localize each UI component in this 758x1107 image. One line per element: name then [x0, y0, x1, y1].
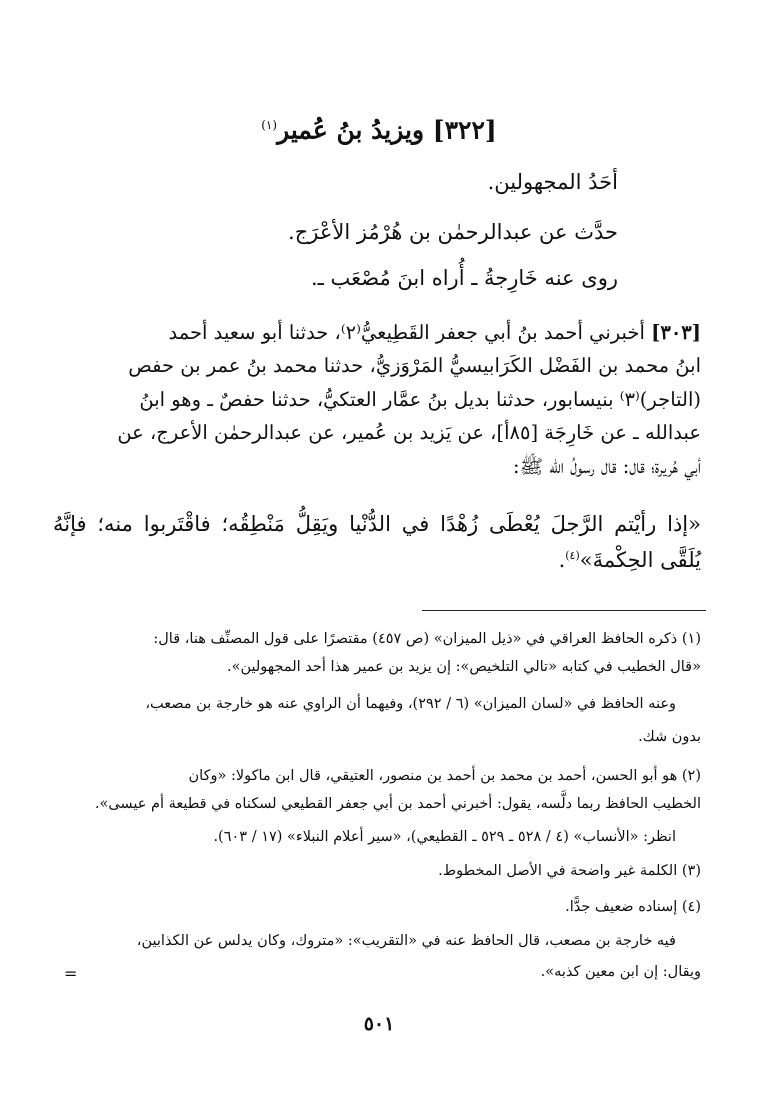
footnote-1-line-2: «قال الخطيب في كتابه «تالي التلخيص»: إن يزيد بن عمير هذا أحد المجهولين».: [226, 659, 701, 675]
footnote-ref-4: (٤): [565, 549, 580, 562]
footnote-2-line-1: (٢) هو أبو الحسن، أحمد بن محمد بن أحمد بن منصور، العتيقي، قال ابن ماكولا: «وكان: [188, 768, 701, 784]
continuation-mark: =: [64, 964, 78, 983]
footnote-1-line-4: بدون شك.: [638, 729, 701, 745]
narration-line-1: [53, 318, 701, 349]
footnote-1-line-1: (١) ذكره الحافظ العراقي في «ذيل الميزان» (ص ٤٥٧) مقتصرًا على قول المصنِّف هنا، قال:: [153, 631, 701, 647]
footnote-2-line-2: الخطيب الحافظ ربما دلَّسه، يقول: أخبرني أحمد بن أبي جعفر القطيعي لسكناه في قطيعة أم عيسى».: [94, 796, 701, 812]
subline-2: حدَّث عن عبدالرحمٰن بن هُرْمُز الأعْرَج.: [288, 220, 618, 244]
footnote-2-line-3: انظر: «الأنساب» (٤ / ٥٢٨ ـ ٥٢٩ ـ القطيعي)، «سير أعلام النبلاء» (١٧ / ٦٠٣).: [213, 829, 676, 845]
entry-title: [٣٢٢] ويزيدُ بنُ عُمير: [277, 115, 497, 145]
footnote-4-line-1: (٤) إسناده ضعيف جدًّا.: [565, 899, 701, 915]
footnote-1-line-3: وعنه الحافظ في «لسان الميزان» (٦ / ٢٩٢)، وفيهما أن الراوي عنه هو خارجة بن مصعب،: [145, 696, 676, 712]
narration-line-2: ابنُ محمد بن الفَضْل الكَرَابيسيُّ المَرْوَزيُّ، حدثنا محمد بنُ عمر بن حفص: [128, 354, 701, 377]
footnote-4-line-3: ويقال: إن ابن معين كذبه».: [540, 964, 701, 980]
narration-text-1: أخبرني أحمد بنُ أبي جعفر القَطِيعيُّ⁽٢⁾، حدثنا أبو سعيد أحمد: [168, 321, 645, 344]
subline-3: روى عنه خَارِجةُ ـ أُراه ابنَ مُصْعَب ـ.: [310, 266, 618, 290]
entry-heading: [0, 105, 758, 150]
footnote-ref-1: (١): [261, 118, 278, 132]
narration-line-3: (التاجر)⁽٣⁾ بنيسابور، حدثنا بديل بنُ عمَّار العتكيُّ، حدثنا حفصٌ ـ وهو ابنُ: [139, 388, 701, 411]
subline-1: أحَدُ المجهولين.: [487, 170, 618, 194]
footnote-4-line-2: فيه خارجة بن مصعب، قال الحافظ عنه في «التقريب»: «متروك، وكان يدلس عن الكذابين،: [136, 933, 676, 949]
narration-number: [٣٠٣]: [651, 321, 701, 344]
narration-line-4: عبدالله ـ عن خَارِجَة [٨٥أ]، عن يَزيد بن عُمير، عن عبدالرحمٰن الأعرج، عن: [117, 421, 701, 444]
hadith-text: «إذا رأيْتم الرَّجلَ يُعْطَى زُهْدًا في الدُّنْيا ويَقِلُّ مَنْطِقُه؛ فاقْتَربوا منه؛ فإنَّهُ يُلَقَّى الحِكْمةَ»$^{(٤)}$.: [53, 512, 701, 572]
footnote-divider: [422, 610, 706, 611]
narration-line-5: أبي هُريرة؛ قال: قال رسولُ الله ﷺ:: [513, 455, 701, 478]
page-number: ٥٠١: [363, 1013, 395, 1035]
footnote-3: (٣) الكلمة غير واضحة في الأصل المخطوط.: [438, 863, 701, 879]
hadith-body: «إذا رأيْتم الرَّجلَ يُعْطَى زُهْدًا في الدُّنْيا ويَقِلُّ مَنْطِقُه؛ فاقْتَربوا منه؛ فإنَّهُ يُلَقَّى الحِكْمةَ»: [53, 512, 701, 572]
